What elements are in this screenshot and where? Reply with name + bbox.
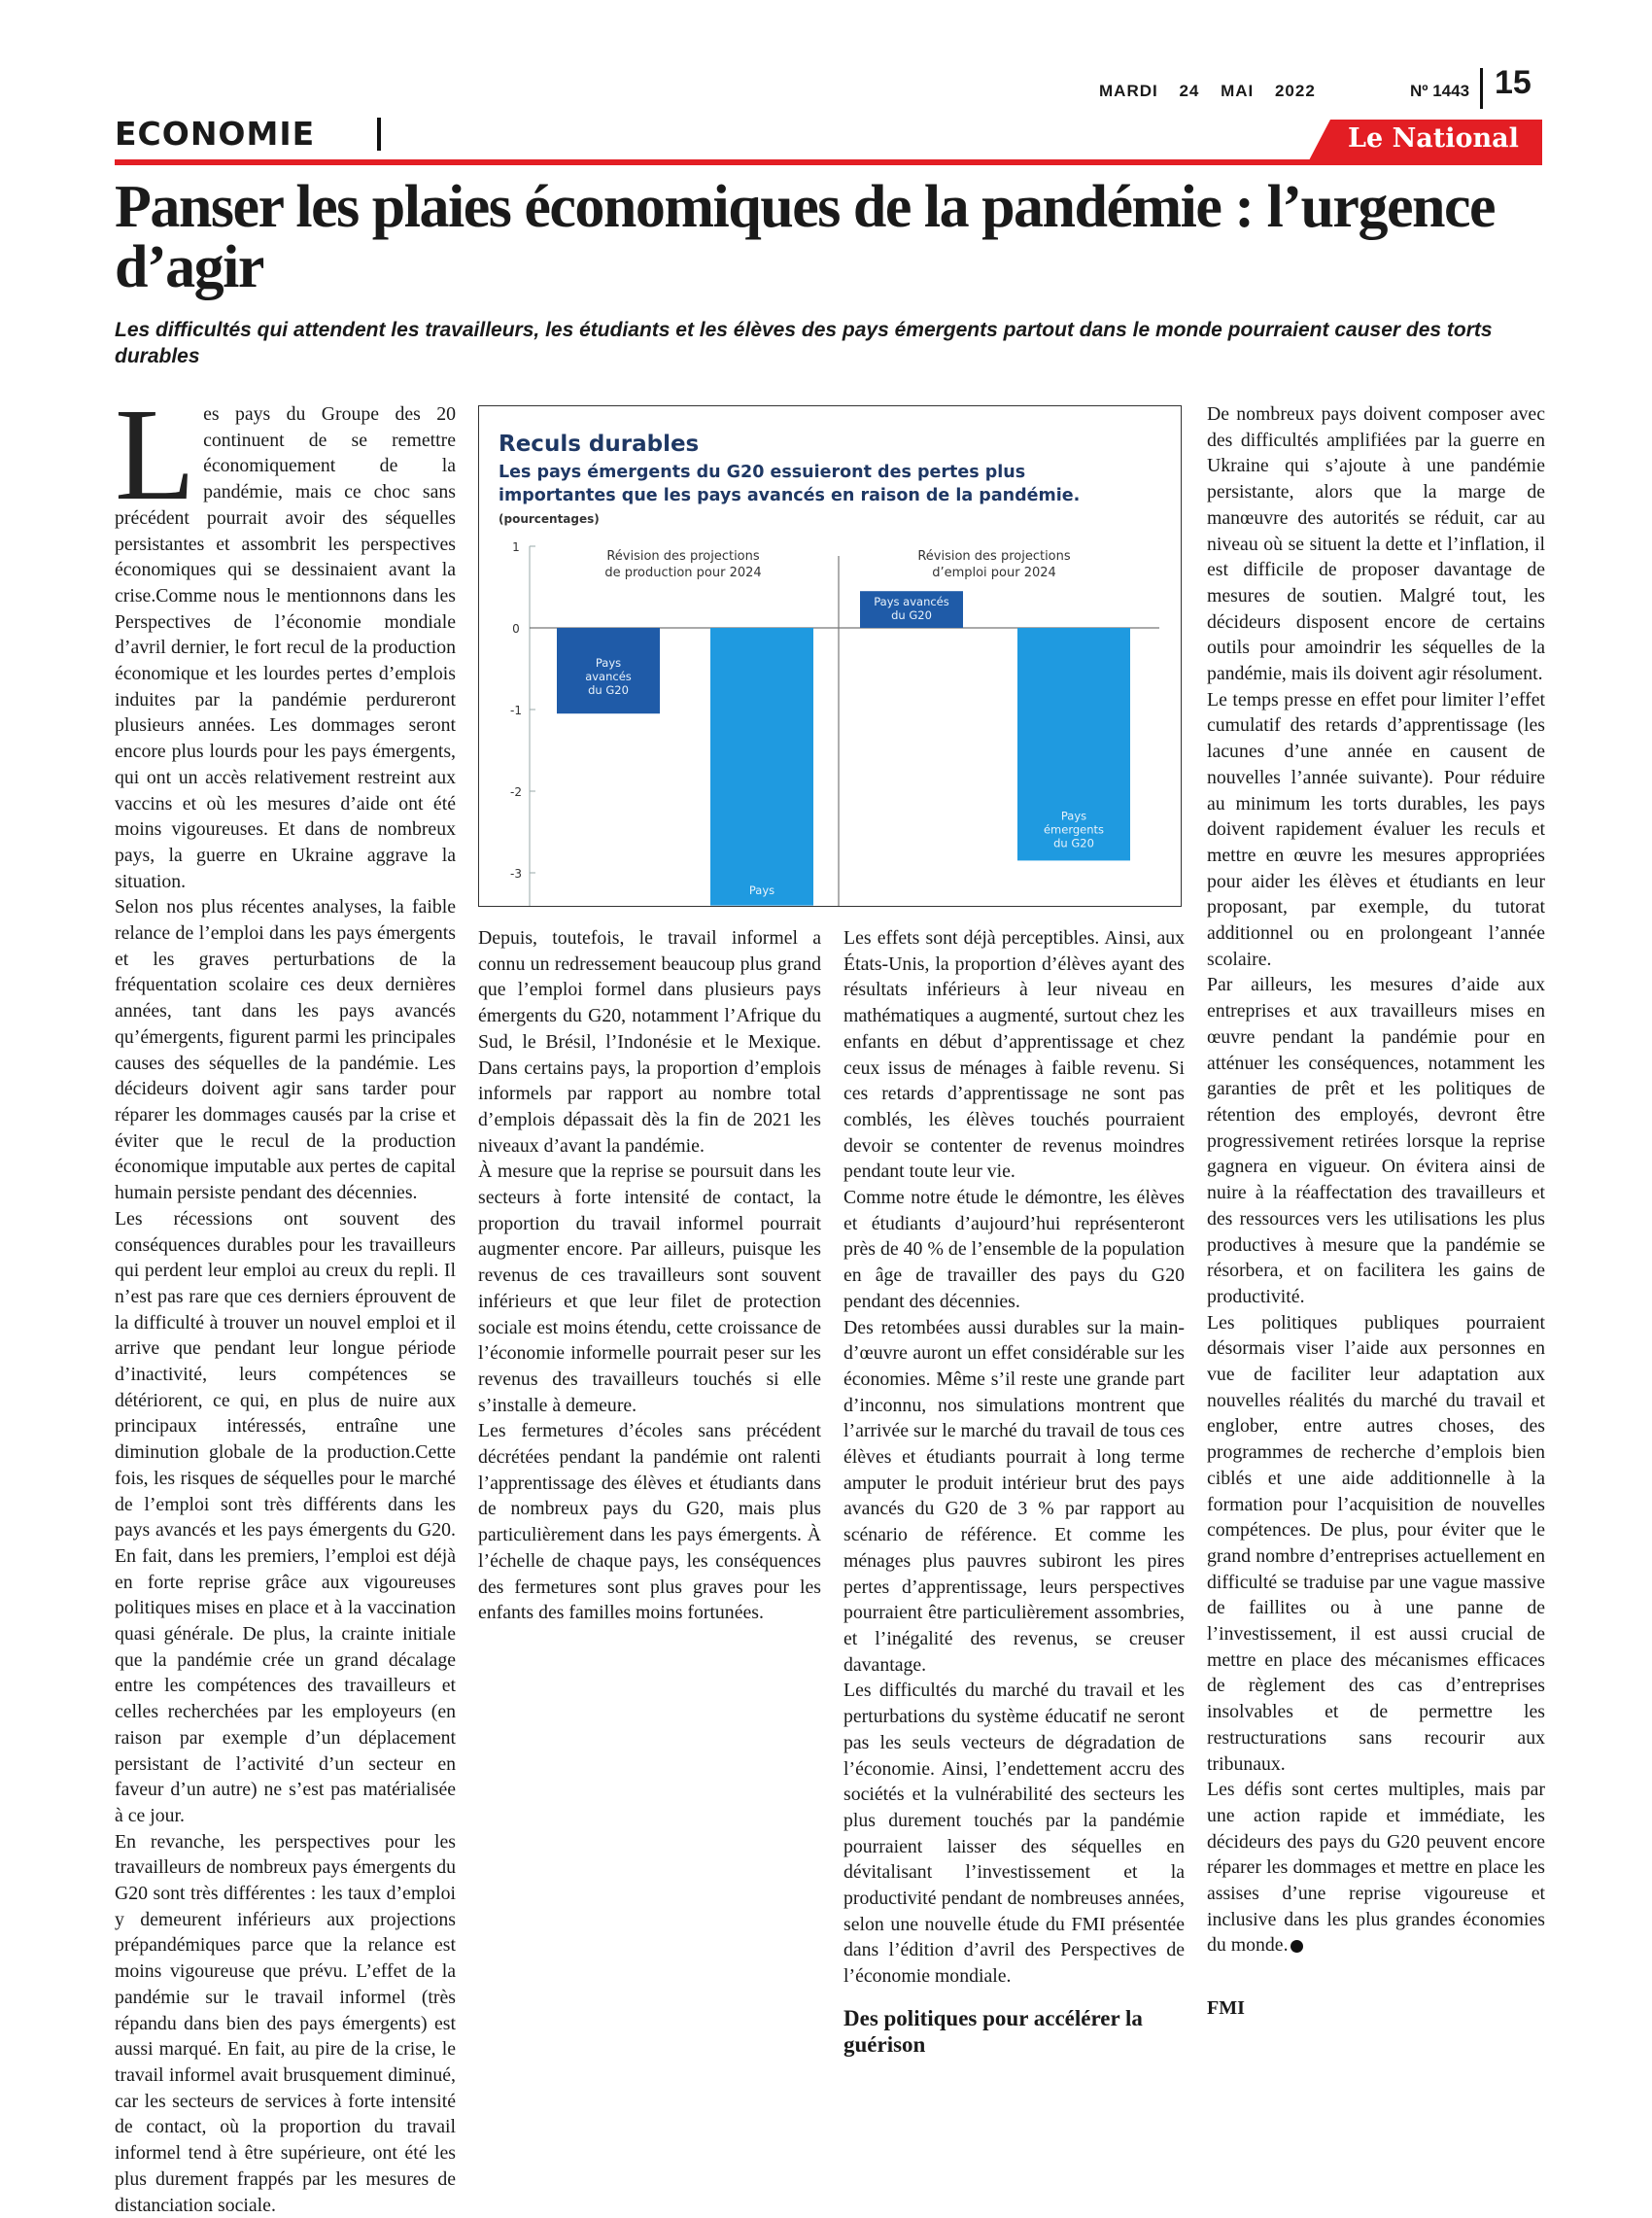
article-column-3	[843, 925, 1185, 2058]
paragraph: Par ailleurs, les mesures d’aide aux entreprises et aux travailleurs mises en œuvre pendant la pandémie pour en atténuer les conséquences, notamment les garanties de prêt et les politiques de rétention des employés, devront être progressivement retirées lorsque la reprise gagnera en vigueur. On évitera ainsi de nuire à la réaffectation des travailleurs et des ressources vers les utilisations les plus productives à mesure que la pandémie se résorbera, et on facilitera les gains de productivité.	[1207, 974, 1545, 1307]
issue-number: Nº 1443	[1410, 82, 1470, 100]
header-divider	[1480, 68, 1483, 109]
chart-title: Reculs durables	[499, 432, 700, 457]
chart-bar	[710, 628, 813, 906]
chart-figure	[478, 405, 1182, 907]
page-number: 15	[1495, 64, 1532, 101]
y-tick-label: -2	[510, 785, 522, 799]
paragraph: Les politiques publiques pourraient désormais viser l’aide aux personnes en vue de faciliter leur adaptation aux nouvelles réalités du marché du travail et englober, entre autres choses, des programmes de recherche d’emplois bien ciblés et une aide additionnelle à la formation pour l’acquisition de nouvelles compétences. De plus, pour éviter que le grand nombre d’entreprises actuellement en difficulté se traduise par une vague massive de faillites ou à une panne de l’investissement, il est aussi crucial de mettre en place des mécanismes efficaces de règlement des cas d’entreprises insolvables et de permettre les restructurations sans recourir aux tribunaux.	[1207, 1311, 1545, 1775]
article-column-4	[1207, 401, 1545, 2022]
panel-title: Révision des projections	[917, 549, 1071, 564]
bar-label: du G20	[588, 683, 629, 697]
paragraph: Les fermetures d’écoles sans précédent décrétées pendant la pandémie ont ralenti l’apprentissage des élèves et étudiants dans de nombreux pays du G20, mais plus particulièrement dans les pays émergents. À l’échelle de chaque pays, les conséquences des fermetures sont plus graves pour les enfants des familles moins fortunées.	[478, 1420, 821, 1624]
y-tick-label: 0	[512, 622, 520, 636]
issue-date: MARDI 24 MAI 2022	[1099, 82, 1316, 100]
newspaper-name: Le National	[1348, 123, 1519, 154]
paragraph: Comme notre étude le démontre, les élèves et étudiants d’aujourd’hui représenteront près de 40 % de l’ensemble de la population en âge de travailler des pays du G20 pendant des décennies.	[843, 1187, 1185, 1312]
panel-title: d’emploi pour 2024	[932, 566, 1056, 580]
article-title: Panser les plaies économiques de la pandémie : l’urgence d’agir	[115, 174, 1495, 300]
paragraph: Les pays du Groupe des 20 continuent de se remettre économiquement de la pandémie, mais ce choc sans précédent pourrait avoir des séquelles persistantes et assombrit les perspectives économiques qui se dessinaient avant la crise.Comme nous le mentionnons dans les Perspectives de l’économie mondiale d’avril dernier, le fort recul de la production économique et les lourdes pertes d’emplois induites par la pandémie perdureront plusieurs années. Les dommages seront encore plus lourds pour les pays émergents, qui ont un accès relativement restreint aux vaccins et où les mesures d’aide ont été moins vigoureuses. Et dans de nombreux pays, la guerre en Ukraine aggrave la situation.	[115, 382, 456, 892]
end-mark-icon	[1291, 1940, 1303, 1953]
chart-subtitle: Les pays émergents du G20 essuieront des pertes plus importantes que les pays avancés en raison de la pandémie.	[499, 463, 1081, 505]
paragraph: Depuis, toutefois, le travail informel a connu un redressement beaucoup plus grand que l’emploi formel dans plusieurs pays émergents du G20, notamment l’Afrique du Sud, le Brésil, l’Indonésie et le Mexique. Dans certains pays, la proportion d’emplois informels par rapport au nombre total d’emplois dépassait dès la fin de 2021 les niveaux d’avant la pandémie.	[478, 927, 821, 1157]
byline: FMI	[1207, 1997, 1245, 2020]
article-column-1	[115, 382, 456, 2218]
bar-label: du G20	[891, 608, 932, 623]
paragraph: Les défis sont certes multiples, mais par une action rapide et immédiate, les décideurs des pays du G20 peuvent encore réparer les dommages et mettre en place les assises d’une reprise vigoureuse et inclusive dans les plus grandes économies du monde.	[1207, 1779, 1545, 1957]
y-tick-label: -1	[510, 704, 522, 717]
panel-title: Révision des projections	[606, 549, 760, 564]
paragraph: Selon nos plus récentes analyses, la faible relance de l’emploi dans les pays émergents et les graves perturbations de la fréquentation scolaire ces deux dernières années, tant dans les pays avancés qu’émergents, figurent parmi les principales causes des séquelles de la pandémie. Les décideurs doivent agir sans tarder pour réparer les dommages causés par la crise et éviter que le recul de la production économique imputable aux pertes de capital humain persiste pendant des décennies.	[115, 896, 456, 1204]
section-divider	[377, 118, 381, 151]
chart-plot	[479, 406, 1181, 906]
header-rule	[115, 159, 1542, 165]
paragraph: De nombreux pays doivent composer avec des difficultés amplifiées par la guerre en Ukraine qui s’ajoute à une pandémie persistante, alors que la marge de manœuvre des autorités se réduit, car au niveau où se situent la dette et l’inflation, il est difficile de proposer davantage de mesures de soutien. Malgré tout, les décideurs disposent encore de certains outils pour amoindrir les séquelles de la pandémie, mais ils doivent agir résolument.	[1207, 403, 1545, 685]
paragraph: Les récessions ont souvent des conséquences durables pour les travailleurs qui perdent leur emploi au creux du repli. Il n’est pas rare que ces derniers éprouvent de la difficulté à trouver un nouvel emploi et il arrive que pendant leur longue période d’inactivité, leurs compétences se détériorent, ce qui, en plus de nuire aux principaux intéressés, entraîne une diminution globale de la production.Cette fois, les risques de séquelles pour le marché de l’emploi sont très différents dans les pays avancés et les pays émergents du G20. En fait, dans les premiers, l’emploi est déjà en forte reprise grâce aux vigoureuses politiques mises en place et à la vaccination quasi générale. De plus, la crainte initiale que la pandémie crée un grand décalage entre les compétences des travailleurs et celles recherchées par les employeurs (en raison par exemple d’un déplacement persistant de l’activité d’un secteur en faveur d’un autre) ne s’est pas matérialisée à ce jour.	[115, 1207, 456, 1826]
subheading: Des politiques pour accélérer la guérison	[843, 2005, 1143, 2057]
bar-label: Pays	[748, 884, 775, 897]
paragraph: Les difficultés du marché du travail et les perturbations du système éducatif ne seront pas les seuls vecteurs de dégradation de l’économie. Ainsi, l’endettement accru des sociétés et la vulnérabilité des secteurs les plus durement touchés par la pandémie pourraient laisser des séquelles en dévitalisant l’investissement et la productivité pendant de nombreuses années, selon une nouvelle étude du FMI présentée dans l’édition d’avril des Perspectives de l’économie mondiale.	[843, 1680, 1185, 1988]
bar-label: Pays	[1060, 809, 1087, 823]
bar-label: du G20	[1053, 836, 1094, 850]
drop-cap: L	[115, 382, 196, 528]
panel-title: de production pour 2024	[604, 566, 762, 580]
bar-label: Pays	[595, 656, 622, 670]
section-label: ECONOMIE	[115, 115, 316, 153]
paragraph: Des retombées aussi durables sur la main-d’œuvre auront un effet considérable sur les économies. Même s’il reste une grande part d’inconnu, nos simulations montrent que l’arrivée sur le marché du travail de tous ces élèves et étudiants pourrait à long terme amputer le produit intérieur brut des pays avancés du G20 de 3 % par rapport au scénario de référence. Et comme les ménages plus pauvres subiront les pires pertes d’apprentissage, leurs perspectives pourraient être particulièrement assombries, et l’inégalité des revenus, se creuser davantage.	[843, 1316, 1185, 1676]
bar-label: avancés	[585, 670, 632, 683]
paragraph: En revanche, les perspectives pour les travailleurs de nombreux pays émergents du G20 sont très différentes : les taux d’emploi y demeurent inférieurs aux projections prépandémiques parce que la relance est moins vigoureuse que prévu. L’effet de la pandémie sur le travail informel (très répandu dans bien des pays émergents) est aussi marqué. En fait, au pire de la crise, le travail informel avait brusquement diminué, car les secteurs de services à forte intensité de contact, où la proportion du travail informel tend à être supérieure, ont été les plus durement frappés par les mesures de distanciation sociale.	[115, 1830, 456, 2216]
paragraph: Le temps presse en effet pour limiter l’effet cumulatif des retards d’apprentissage (les lacunes d’une année en causent de nouvelles l’année suivante). Pour réduire au minimum les torts durables, les pays doivent rapidement évaluer les reculs et mettre en œuvre les mesures appropriées pour aider les élèves et étudiants en leur proposant, par exemple, du tutorat additionnel ou en prolongeant l’année scolaire.	[1207, 688, 1545, 970]
bar-label: émergents	[1043, 822, 1105, 837]
article-column-2	[478, 925, 821, 1626]
paragraph: À mesure que la reprise se poursuit dans les secteurs à forte intensité de contact, la proportion du travail informel pourrait augmenter encore. Par ailleurs, puisque les revenus de ces travailleurs sont souvent inférieurs et que leur filet de protection sociale est moins étendu, cette croissance de l’économie informelle pourrait peser sur les revenus des travailleurs touchés si elle s’installe à demeure.	[478, 1161, 821, 1416]
y-tick-label: -3	[510, 867, 522, 881]
chart-unit: (pourcentages)	[499, 512, 600, 526]
paragraph: Les effets sont déjà perceptibles. Ainsi, aux États-Unis, la proportion d’élèves ayant des résultats inférieurs à leur niveau en mathématiques a augmenté, surtout chez les enfants en début d’apprentissage et chez ceux issus de ménages à faible revenu. Si ces retards d’apprentissage ne sont pas comblés, les élèves touchés pourraient devoir se contenter de revenus moindres pendant toute leur vie.	[843, 927, 1185, 1183]
bar-label: Pays avancés	[874, 595, 949, 609]
y-tick-label: 1	[512, 540, 520, 554]
article-deck: Les difficultés qui attendent les travailleurs, les étudiants et les élèves des pays émergents partout dans le monde pourraient causer des torts durables	[115, 319, 1493, 367]
